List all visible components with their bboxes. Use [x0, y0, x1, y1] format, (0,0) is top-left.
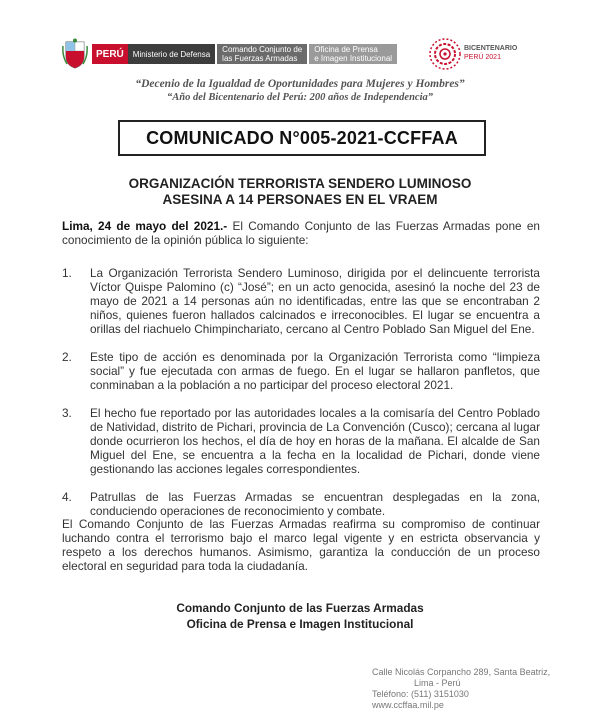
office-line-1: Oficina de Prensa	[314, 45, 378, 54]
list-item-number: 4.	[62, 490, 72, 504]
command-line-2: las Fuerzas Armadas	[222, 54, 298, 63]
address-phone: Teléfono: (511) 3151030	[372, 689, 469, 699]
address-city: Lima - Perú	[414, 678, 461, 688]
bicentennial-logo	[428, 36, 548, 72]
motto-line-1: “Decenio de la Igualdad de Oportunidades para Mujeres y Hombres”	[135, 78, 465, 90]
office-line-2: e Imagen Institucional	[314, 54, 393, 63]
signature-line-2: Oficina de Prensa e Imagen Institucional	[186, 617, 414, 631]
institutional-header	[62, 38, 397, 70]
peru-label: PERÚ	[92, 44, 128, 64]
list-item-number: 3.	[62, 406, 72, 420]
document-title: COMUNICADO N°005-2021-CCFFAA	[118, 120, 486, 156]
address-block	[372, 667, 550, 711]
list-item-number: 2.	[62, 350, 72, 364]
intro-paragraph	[62, 219, 540, 247]
signature-line-1: Comando Conjunto de las Fuerzas Armadas	[176, 601, 424, 615]
list-item-text: Patrullas de las Fuerzas Armadas se encuentran desplegadas en la zona, conduciendo operaciones de reconocimiento y combate.	[90, 490, 540, 518]
subject-line-1: ORGANIZACIÓN TERRORISTA SENDERO LUMINOSO	[128, 176, 472, 191]
office-label	[309, 44, 397, 64]
command-label	[217, 44, 307, 64]
list-item-number: 1.	[62, 266, 72, 280]
subject-line-2: ASESINA A 14 PERSONAES EN EL VRAEM	[162, 192, 438, 207]
command-line-1: Comando Conjunto de	[222, 45, 303, 54]
list-item	[62, 266, 540, 336]
official-motto	[0, 78, 600, 104]
list-item	[62, 350, 540, 392]
list-item	[62, 406, 540, 476]
list-item-text: Este tipo de acción es denominada por la Organización Terrorista como “limpieza social” y fue ejecutada con armas de fuego. En el lugar se hallaron panfletos, que conminaban a la población a no participar del proceso electoral 2021.	[90, 350, 540, 392]
ministry-label: Ministerio de Defensa	[128, 44, 215, 64]
bicentennial-logo-icon	[428, 36, 462, 72]
bicentennial-subtitle: PERÚ 2021	[464, 54, 501, 61]
list-item-text: La Organización Terrorista Sendero Luminoso, dirigida por el delincuente terrorista Víctor Quispe Palomino (c) “José”; en un acto genocida, asesinó la noche del 23 de mayo de 2021 a 14 personas aún no identificadas, entre las que se encontraban 2 niños, quienes fueron hallados calcinados e irreconocibles. El lugar se encuentra a orillas del riachuelo Chimpinchariato, cercano al Centro Poblado San Miguel del Ene.	[90, 266, 540, 336]
coat-of-arms-icon	[62, 38, 88, 70]
list-item-text: El hecho fue reportado por las autoridades locales a la comisaría del Centro Poblado de Natividad, distrito de Pichari, provincia de La Convención (Cusco); cercana al lugar donde ocurrieron los hechos, el día de hoy en horas de la mañana. El alcalde de San Miguel del Ene, se encuentra a la fecha en la localidad de Pichari, donde viene gestionando las acciones legales correspondientes.	[90, 406, 540, 476]
motto-line-2: “Año del Bicentenario del Perú: 200 años de Independencia”	[167, 92, 433, 103]
list-item	[62, 490, 540, 518]
signature-block	[0, 600, 600, 632]
document-subject	[0, 176, 600, 208]
bicentennial-title: BICENTENARIO	[464, 45, 518, 52]
address-street: Calle Nicolás Corpancho 289, Santa Beatriz,	[372, 667, 551, 677]
intro-date: Lima, 24 de mayo del 2021.-	[62, 219, 228, 233]
address-website: www.ccffaa.mil.pe	[372, 700, 444, 710]
intro-text: El Comando Conjunto de las Fuerzas Armadas pone en conocimiento de la opinión pública lo siguiente:	[62, 219, 540, 247]
closing-paragraph: El Comando Conjunto de las Fuerzas Armadas reafirma su compromiso de continuar luchando contra el terrorismo bajo el marco legal vigente y en estricta observancia y respeto a los derechos humanos. Asimismo, garantiza la conducción de un proceso electoral en seguridad para toda la ciudadanía.	[62, 517, 540, 573]
points-list	[62, 266, 540, 532]
